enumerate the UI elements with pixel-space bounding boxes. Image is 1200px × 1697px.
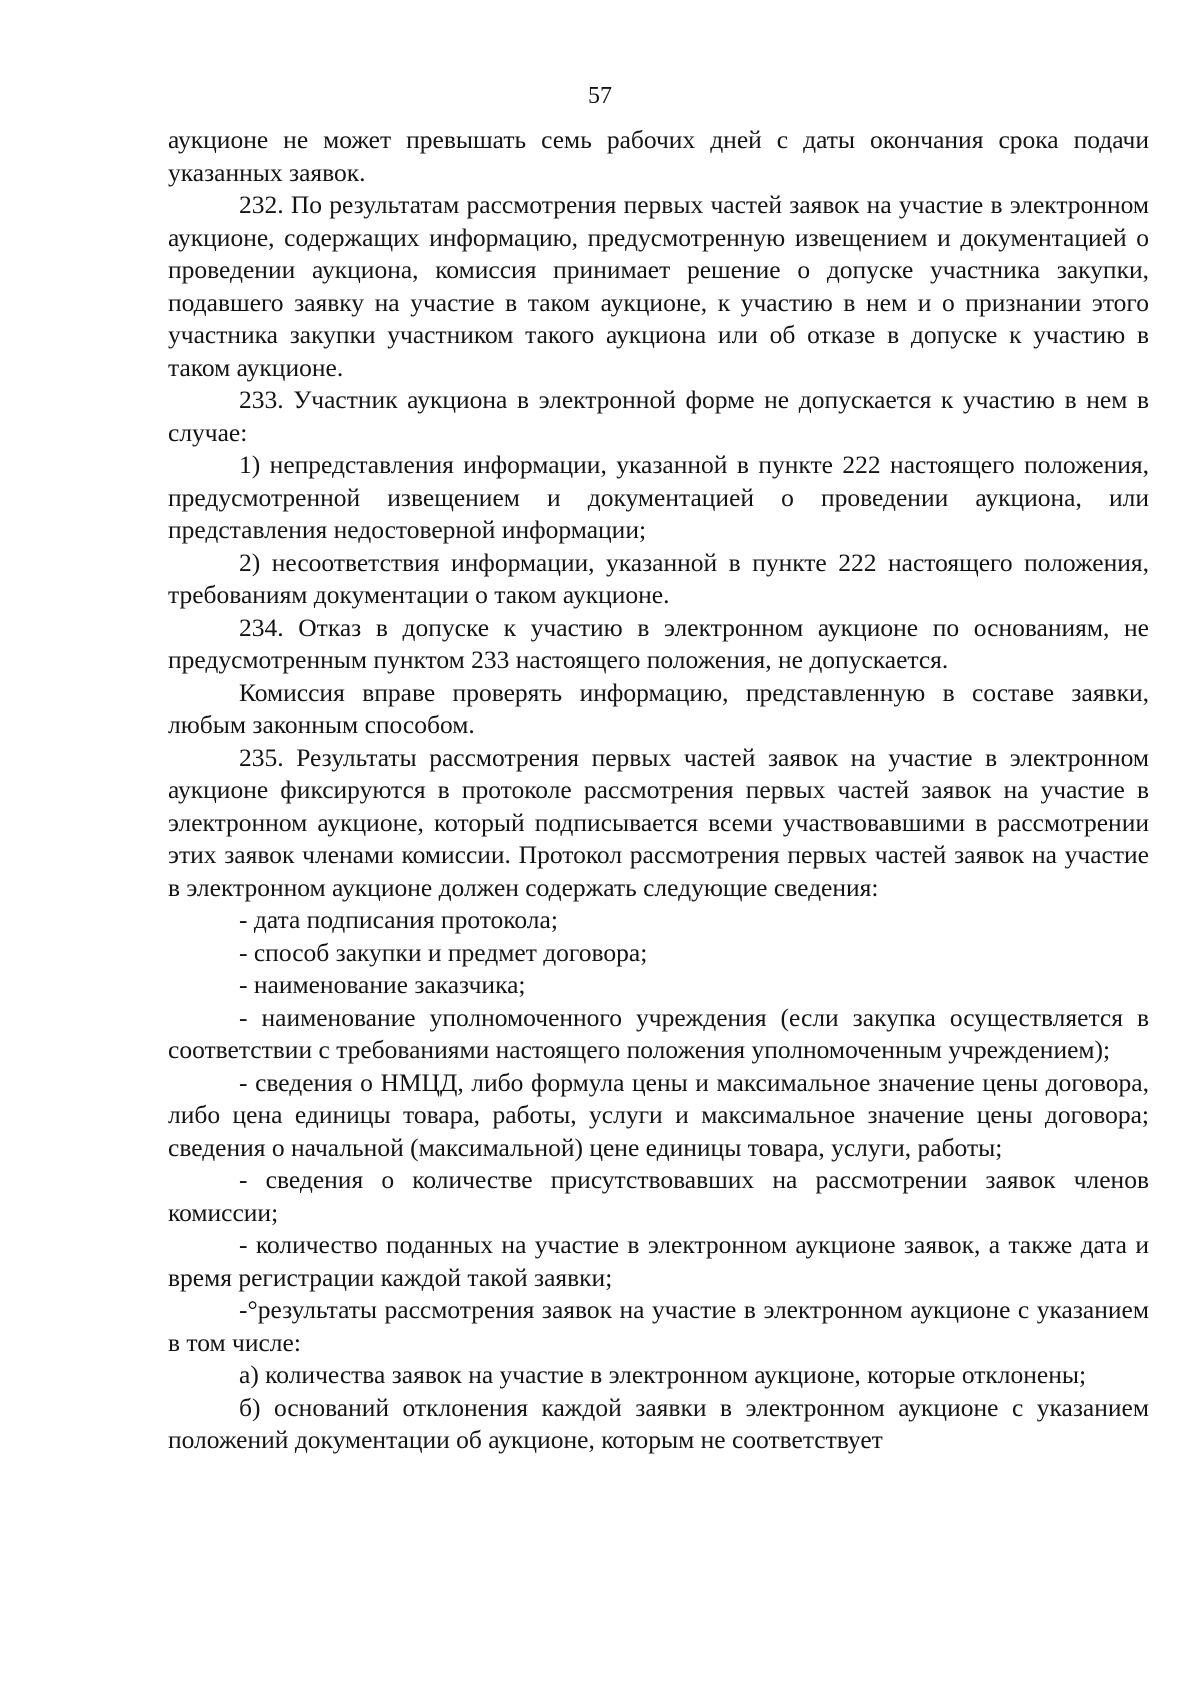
document-body [168,124,1149,1457]
list-item-signing-date: - дата подписания протокола; [239,905,558,934]
list-item-applications-count: - количество поданных на участие в электронном аукционе заявок, а также дата и время регистрации каждой такой заявки; [168,1230,1149,1292]
list-item-customer-name: - наименование заказчика; [239,970,526,999]
list-item-members-present: - сведения о количестве присутствовавших на рассмотрении заявок членов комиссии; [168,1165,1149,1227]
sub-item-b-rejection-grounds: б) оснований отклонения каждой заявки в электронном аукционе с указанием положений документации об аукционе, которым не соответствует [168,1392,1149,1454]
paragraph-235: 235. Результаты рассмотрения первых частей заявок на участие в электронном аукционе фиксируются в протоколе рассмотрения первых частей заявок на участие в электронном аукционе, который подписывается всеми участвовавшими в рассмотрении этих заявок членами комиссии. Протокол рассмотрения первых частей заявок на участие в электронном аукционе должен содержать следующие сведения: [168,742,1149,902]
paragraph-233: 233. Участник аукциона в электронной форме не допускается к участию в нем в случае: [168,385,1149,447]
list-item-review-results: -°результаты рассмотрения заявок на участие в электронном аукционе с указанием в том числе: [168,1295,1149,1357]
sub-item-a-rejected-count: а) количества заявок на участие в электронном аукционе, которые отклонены; [239,1360,1087,1389]
list-item-authorized-institution: - наименование уполномоченного учреждения (если закупка осуществляется в соответствии с требованиями настоящего положения уполномоченным учреждением); [168,1002,1149,1064]
paragraph-233-item-2: 2) несоответствия информации, указанной в пункте 222 настоящего положения, требованиям документации о таком аукционе. [168,547,1149,609]
paragraph-233-item-1: 1) непредставления информации, указанной в пункте 222 настоящего положения, предусмотренной извещением и документацией о проведении аукциона, или представления недостоверной информации; [168,450,1149,544]
paragraph-commission-right: Комиссия вправе проверять информацию, представленную в составе заявки, любым законным способом. [168,677,1149,739]
list-item-price-info: - сведения о НМЦД, либо формула цены и максимальное значение цены договора, либо цена единицы товара, работы, услуги и максимальное значение цены договора; сведения о начальной (максимальной) цене единицы товара, услуги, работы; [168,1067,1149,1162]
paragraph-232: 232. По результатам рассмотрения первых частей заявок на участие в электронном аукционе, содержащих информацию, предусмотренную извещением и документацией о проведении аукциона, комиссия принимает решение о допуске участника закупки, подавшего заявку на участие в таком аукционе, к участию в нем и о признании этого участника закупки участником такого аукциона или об отказе в допуске к участию в таком аукционе. [168,190,1149,382]
paragraph-234: 234. Отказ в допуске к участию в электронном аукционе по основаниям, не предусмотренным пунктом 233 настоящего положения, не допускается. [168,612,1149,674]
paragraph-continuation: аукционе не может превышать семь рабочих дней с даты окончания срока подачи указанных заявок. [168,125,1149,187]
list-item-procurement-method: - способ закупки и предмет договора; [239,937,648,967]
page-number: 57 [588,83,612,109]
